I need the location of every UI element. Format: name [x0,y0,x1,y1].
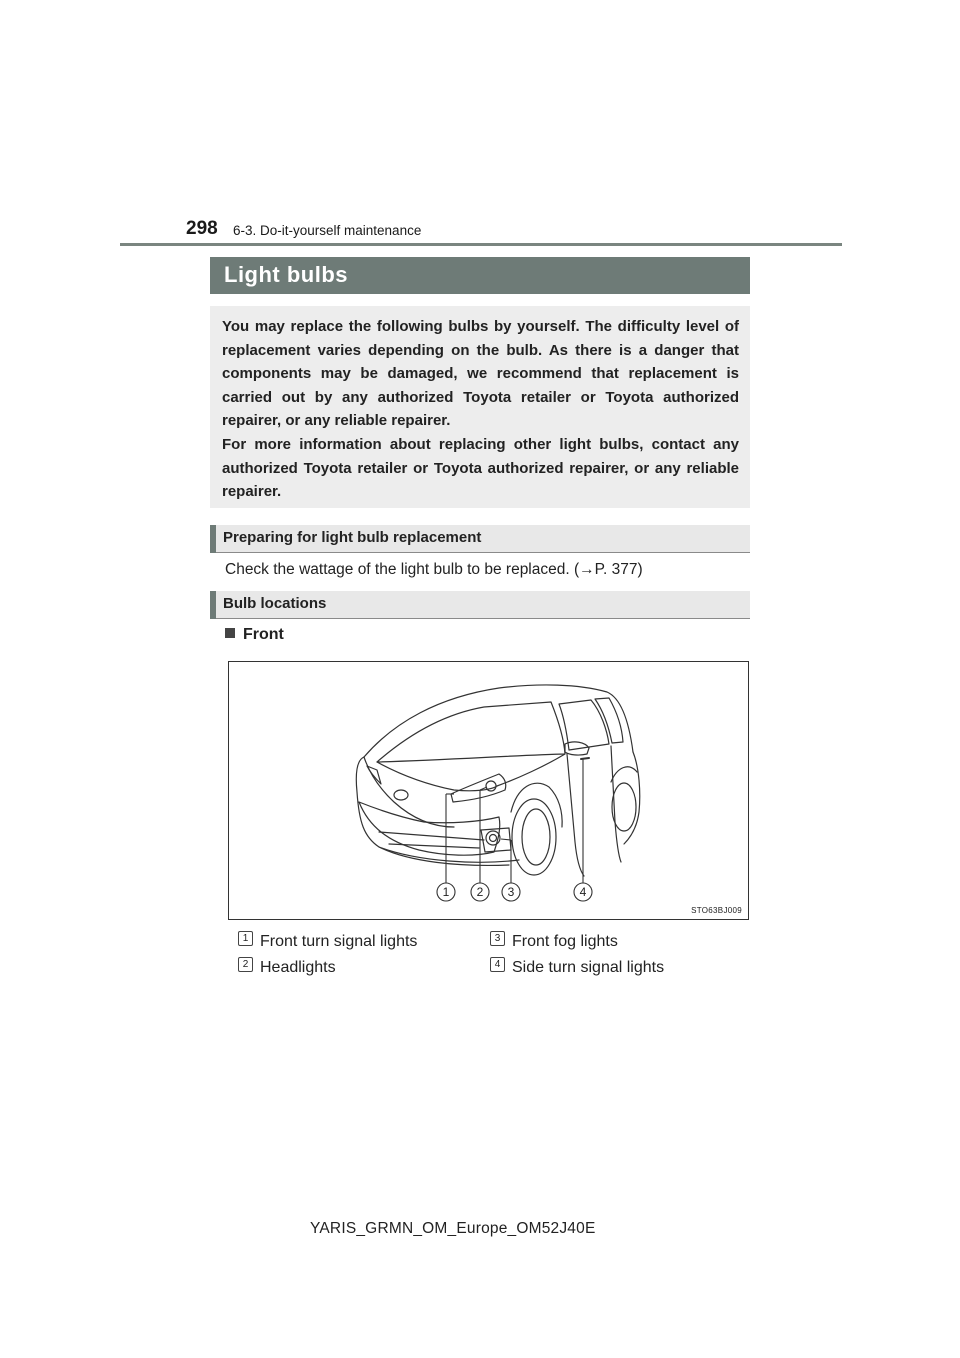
legend-badge-3: 3 [490,931,505,946]
square-bullet-icon [225,628,235,638]
callout-2-label: 2 [476,885,484,899]
legend-badge-4: 4 [490,957,505,972]
header-divider [120,243,842,246]
preparing-heading: Preparing for light bulb replacement [223,529,482,546]
callout-3-label: 3 [507,885,515,899]
page-number: 298 [186,218,218,239]
preparing-text: Check the wattage of the light bulb to be replaced. (→P. 377) [225,561,643,578]
bulb-locations-heading-bar [210,591,750,619]
page-title: Light bulbs [224,262,349,287]
footer-doc-id: YARIS_GRMN_OM_Europe_OM52J40E [310,1220,596,1237]
car-front-figure [228,661,749,920]
legend-label-2: Headlights [260,959,336,976]
legend-label-3: Front fog lights [512,933,618,950]
legend-item-4 [490,957,720,979]
bulb-locations-heading: Bulb locations [223,595,327,612]
section-breadcrumb: 6-3. Do-it-yourself maintenance [233,223,422,238]
car-illustration [229,662,748,919]
page-title-bar [210,257,750,294]
legend-item-1 [238,931,468,953]
legend-badge-1: 1 [238,931,253,946]
callout-4-label: 4 [579,885,587,899]
legend-badge-2: 2 [238,957,253,972]
legend-item-2 [238,957,468,979]
intro-paragraph-1: You may replace the following bulbs by yourself. The difficulty level of replacement varies depending on the bulb. As there is a danger that components may be damaged, we recommend that replacement is carried out by any authorized Toyota retailer or Toyota authorized repairer, or any reliable repairer. [222,318,739,429]
preparing-heading-bar [210,525,750,553]
legend-label-1: Front turn signal lights [260,933,418,950]
callout-1-label: 1 [442,885,450,899]
intro-box [210,306,750,508]
figure-code: STO63BJ009 [691,906,742,915]
legend-label-4: Side turn signal lights [512,959,665,976]
front-subheading [225,626,284,644]
intro-paragraph-2: For more information about replacing other light bulbs, contact any authorized Toyota retailer or Toyota authorized repairer, or any reliable repairer. [222,436,739,500]
legend-item-3 [490,931,720,953]
front-subheading-label: Front [243,626,284,643]
